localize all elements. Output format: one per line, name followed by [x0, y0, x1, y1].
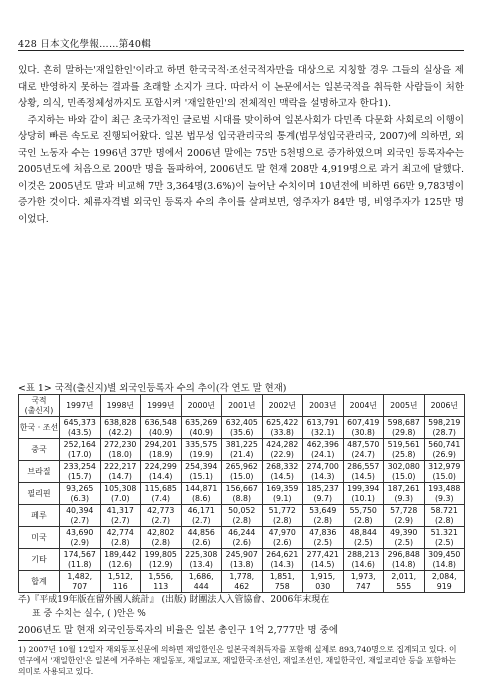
- value-cell: 2,084, 919: [424, 571, 465, 593]
- value-cell: 225,308 (13.4): [181, 549, 222, 571]
- value-cell: 105,308 (7.0): [100, 483, 141, 505]
- trailing-sentence: 2006년도 말 현재 외국인등록자의 비율은 일본 총인구 1억 2,777만 명 중에: [18, 625, 339, 636]
- value-cell: 58.721 (2.8): [424, 505, 465, 527]
- value-cell: 49,390 (2.5): [384, 527, 425, 549]
- value-cell: 309,450 (14.8): [424, 549, 465, 571]
- region-cell: 합계: [19, 571, 60, 593]
- value-cell: 222,217 (14.7): [100, 461, 141, 483]
- value-cell: 1,512, 116: [100, 571, 141, 593]
- value-cell: 55,750 (2.8): [343, 505, 384, 527]
- value-cell: 1,778, 462: [222, 571, 263, 593]
- value-cell: 57,728 (2.9): [384, 505, 425, 527]
- value-cell: 1,556, 113: [141, 571, 182, 593]
- value-cell: 335,575 (19.9): [181, 439, 222, 461]
- header-rule: [18, 50, 464, 51]
- value-cell: 252,164 (17.0): [60, 439, 101, 461]
- table-row: [19, 483, 465, 505]
- value-cell: 48,844 (2.5): [343, 527, 384, 549]
- year-header: 2001년: [222, 395, 263, 417]
- value-cell: 1,915, 030: [303, 571, 344, 593]
- value-cell: 51,772 (2.8): [262, 505, 303, 527]
- value-cell: 43,690 (2.9): [60, 527, 101, 549]
- value-cell: 199,805 (12.9): [141, 549, 182, 571]
- value-cell: 312,979 (15.0): [424, 461, 465, 483]
- value-cell: 286,557 (14.5): [343, 461, 384, 483]
- value-cell: 156,667 (8.8): [222, 483, 263, 505]
- value-cell: 607,419 (30.8): [343, 417, 384, 439]
- table-row: [19, 571, 465, 593]
- value-cell: 264,621 (14.3): [262, 549, 303, 571]
- value-cell: 381,225 (21.4): [222, 439, 263, 461]
- corner-header: 국적 (출신지): [19, 395, 60, 417]
- value-cell: 268,332 (14.5): [262, 461, 303, 483]
- table-row: [19, 461, 465, 483]
- value-cell: 41,317 (2.7): [100, 505, 141, 527]
- value-cell: 487,570 (24.7): [343, 439, 384, 461]
- value-cell: 265,962 (15.0): [222, 461, 263, 483]
- value-cell: 169,359 (9.1): [262, 483, 303, 505]
- footnote-rule: [18, 640, 138, 641]
- value-cell: 272,230 (18.0): [100, 439, 141, 461]
- running-header: 428 日本文化學報……第40輯: [18, 39, 152, 50]
- value-cell: 174,567 (11.8): [60, 549, 101, 571]
- value-cell: 302,080 (15.0): [384, 461, 425, 483]
- value-cell: 1,973, 747: [343, 571, 384, 593]
- region-cell: 중국: [19, 439, 60, 461]
- paragraph: 주지하는 바와 같이 최근 초국가적인 글로벌 시대를 맞이하여 일본사회가 다민족 다문화 사회로의 이행이 상당히 빠른 속도로 진행되어왔다. 일본 법무성 입국관리국의 통계(법무성입국관리국, 2007)에 의하면, 외국인 노동자 수는 1996년 37만 명에서 2006년 말에는 75만 5천명으로 증가하였으며 외국인 등록자수는 2005년도에 처음으로 200만 명을 돌파하여, 2006년도 말 현재 208만 4,919명으로 과거 최고에 달했다. 이것은 2005년도 말과 비교해 7만 3,364명(3.6%)이 늘어난 수치이며 10년전에 비하면 66만 9,783명이 증가한 것이다. 체류자격별 외국인 등록자 수의 추이를 살펴보면, 영주자가 84만 명, 비영주자가 125만 명이었다.: [18, 114, 464, 225]
- table-caption: <표 1> 국적(출신지)별 외국인등록자 수의 추이(각 연도 말 현재): [18, 383, 287, 394]
- region-cell: 페루: [19, 505, 60, 527]
- year-header: 2004년: [343, 395, 384, 417]
- value-cell: 144,871 (8.6): [181, 483, 222, 505]
- value-cell: 625,422 (33.8): [262, 417, 303, 439]
- year-header: 2002년: [262, 395, 303, 417]
- value-cell: 645,373 (43.5): [60, 417, 101, 439]
- value-cell: 44,856 (2.6): [181, 527, 222, 549]
- value-cell: 50,052 (2.8): [222, 505, 263, 527]
- table-row: [19, 527, 465, 549]
- unit-note: 표 중 수치는 실수, ( )안은 %: [32, 609, 146, 619]
- year-header: 2003년: [303, 395, 344, 417]
- value-cell: 613,791 (32.1): [303, 417, 344, 439]
- value-cell: 294,201 (18.9): [141, 439, 182, 461]
- value-cell: 51.321 (2.5): [424, 527, 465, 549]
- value-cell: 53,649 (2.8): [303, 505, 344, 527]
- value-cell: 233,254 (15.7): [60, 461, 101, 483]
- value-cell: 1,482, 707: [60, 571, 101, 593]
- value-cell: 462,396 (24.1): [303, 439, 344, 461]
- year-header: 2005년: [384, 395, 425, 417]
- value-cell: 560,741 (26.9): [424, 439, 465, 461]
- paragraph: 있다. 흔히 말하는'재일한인'이라고 하면 한국국적·조선국적자만을 대상으로 지칭할 경우 그들의 실상을 제대로 반영하지 못하는 결과를 초래할 소지가 크다. 따라서 이 논문에서는 일본국적을 취득한 사람들이 처한 상황, 의식, 민족정체성까지도 포함시켜 '재일한인'의 전체적인 맥락을 설명하고자 한다1).: [18, 65, 464, 109]
- value-cell: 42,774 (2.8): [100, 527, 141, 549]
- value-cell: 115,685 (7.4): [141, 483, 182, 505]
- year-header: 2006년: [424, 395, 465, 417]
- value-cell: 42,802 (2.8): [141, 527, 182, 549]
- table-row: [19, 417, 465, 439]
- source-line: 주)『平成19年版在留外國人統計』 (出版) 財團法人入管協會、2006年末現在: [18, 595, 330, 605]
- value-cell: 519,561 (25.8): [384, 439, 425, 461]
- region-cell: 필리핀: [19, 483, 60, 505]
- value-cell: 1,686, 444: [181, 571, 222, 593]
- body-text: [18, 63, 464, 228]
- value-cell: 296,848 (14.8): [384, 549, 425, 571]
- year-header: 1997년: [60, 395, 101, 417]
- region-cell: 한국 · 조선: [19, 417, 60, 439]
- value-cell: 277,421 (14.5): [303, 549, 344, 571]
- value-cell: 1,851, 758: [262, 571, 303, 593]
- value-cell: 424,282 (22.9): [262, 439, 303, 461]
- footnote: 1) 2007년 10월 12일자 재외동포신문에 의하면 재일한인은 일본국적취득자를 포함해 실제로 893,740명으로 집계되고 있다. 이 연구에서 '재일한인'은 일본에 거주하는 재일동포, 재일교포, 재일한국·조선인, 재일조선인, 재일한국인, 재일코리안 등을 포함하는 의미로 사용되고 있다.: [18, 645, 457, 676]
- value-cell: 245,907 (13.8): [222, 549, 263, 571]
- foreign-resident-table: [18, 394, 465, 593]
- value-cell: 636,548 (40.9): [141, 417, 182, 439]
- value-cell: 2,011, 555: [384, 571, 425, 593]
- value-cell: 635,269 (40.9): [181, 417, 222, 439]
- value-cell: 632,405 (35.6): [222, 417, 263, 439]
- value-cell: 199,394 (10.1): [343, 483, 384, 505]
- year-header: 1999년: [141, 395, 182, 417]
- table-row: [19, 439, 465, 461]
- region-cell: 미국: [19, 527, 60, 549]
- value-cell: 254,394 (15.1): [181, 461, 222, 483]
- value-cell: 598,219 (28.7): [424, 417, 465, 439]
- value-cell: 40,394 (2.7): [60, 505, 101, 527]
- value-cell: 46,244 (2.6): [222, 527, 263, 549]
- region-cell: 브라질: [19, 461, 60, 483]
- year-header: 2000년: [181, 395, 222, 417]
- table-row: [19, 549, 465, 571]
- value-cell: 47,836 (2.5): [303, 527, 344, 549]
- value-cell: 42,773 (2.7): [141, 505, 182, 527]
- region-cell: 기타: [19, 549, 60, 571]
- value-cell: 193,488 (9.3): [424, 483, 465, 505]
- value-cell: 638,828 (42.2): [100, 417, 141, 439]
- table-row: [19, 505, 465, 527]
- value-cell: 598,687 (29.8): [384, 417, 425, 439]
- value-cell: 288,213 (14.6): [343, 549, 384, 571]
- value-cell: 185,237 (9.7): [303, 483, 344, 505]
- value-cell: 47,970 (2.6): [262, 527, 303, 549]
- table-header-row: [19, 395, 465, 417]
- value-cell: 93,265 (6.3): [60, 483, 101, 505]
- value-cell: 187,261 (9.3): [384, 483, 425, 505]
- value-cell: 189,442 (12.6): [100, 549, 141, 571]
- year-header: 1998년: [100, 395, 141, 417]
- table-source-note: [18, 593, 329, 621]
- value-cell: 274,700 (14.3): [303, 461, 344, 483]
- value-cell: 46,171 (2.7): [181, 505, 222, 527]
- value-cell: 224,299 (14.4): [141, 461, 182, 483]
